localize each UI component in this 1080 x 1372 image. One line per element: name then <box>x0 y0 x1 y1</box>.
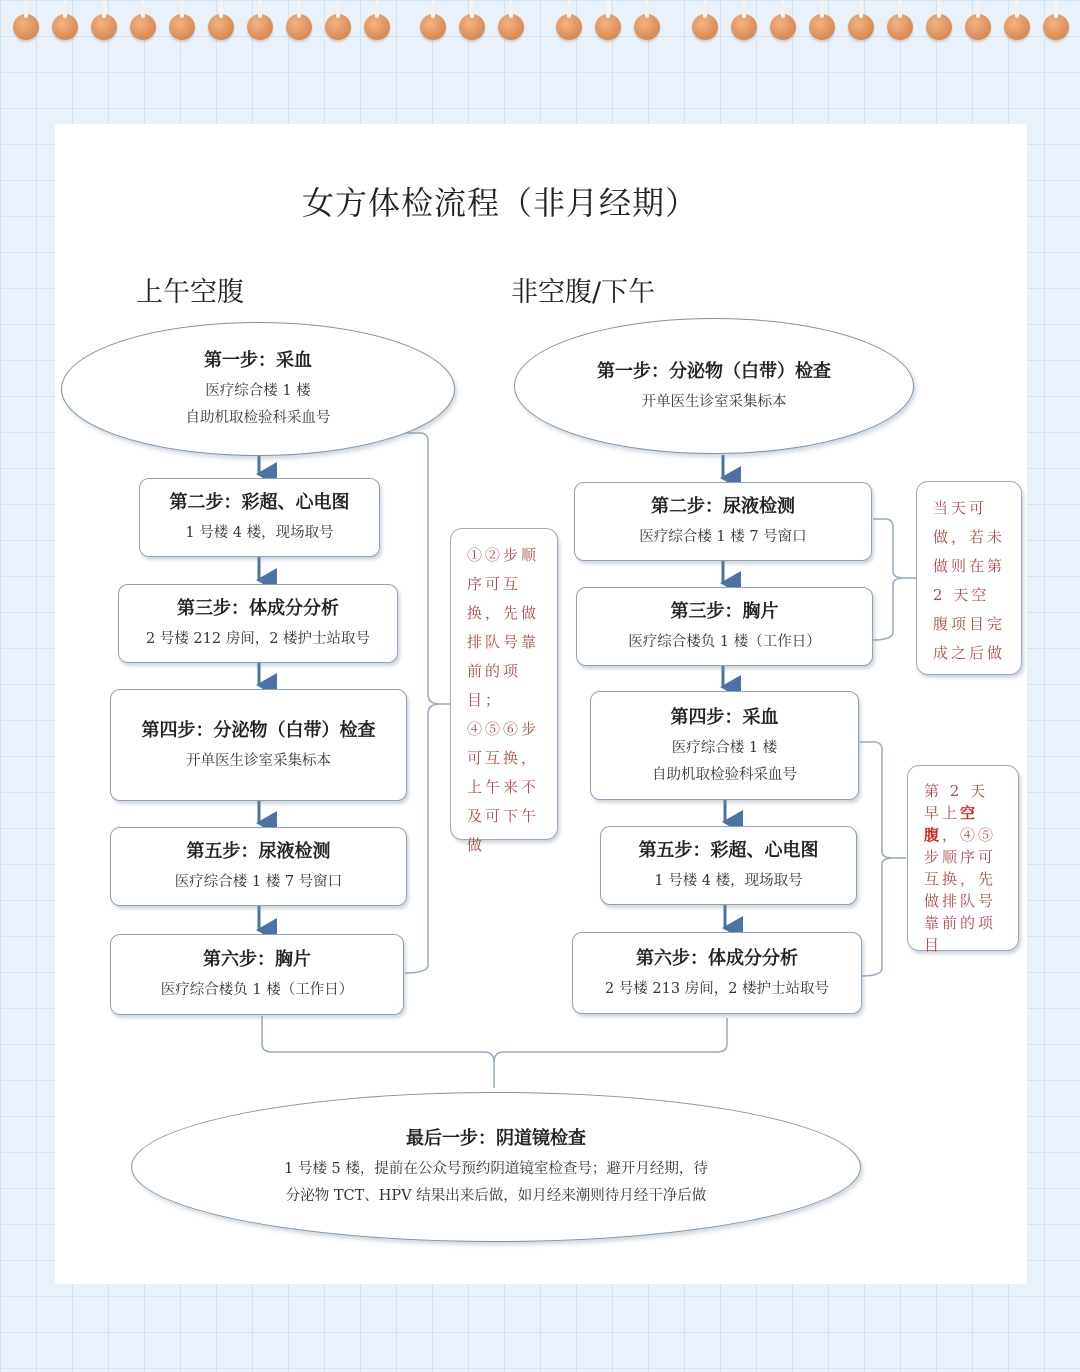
step-title: 第二步：彩超、心电图 <box>169 492 350 513</box>
right-step-5-node <box>600 826 857 905</box>
step-detail: 医疗综合楼负 1 楼（工作日） <box>160 982 354 998</box>
step-detail: 自助机取检验科采血号 <box>185 410 331 426</box>
left-step-2-node <box>139 478 380 557</box>
step-title: 第一步：采血 <box>204 350 312 371</box>
left-step-1-node <box>61 322 455 456</box>
right-column-heading: 非空腹/下午 <box>511 277 656 308</box>
step-title: 第四步：分泌物（白带）检查 <box>141 719 376 741</box>
step-detail: 2 号楼 212 房间，2 楼护士站取号 <box>145 631 371 647</box>
final-step-node <box>131 1092 861 1242</box>
step-detail: 医疗综合楼 1 楼 7 号窗口 <box>639 529 807 545</box>
step-detail: 医疗综合楼 1 楼 <box>205 383 311 399</box>
step-title: 最后一步：阴道镜检查 <box>406 1128 586 1149</box>
step-detail: 开单医生诊室采集标本 <box>641 393 787 410</box>
step-detail: 医疗综合楼负 1 楼（工作日） <box>628 634 821 650</box>
step-title: 第二步：尿液检测 <box>651 496 795 517</box>
right-step-4-node <box>590 691 859 800</box>
left-step-5-node <box>110 827 407 906</box>
left-step-4-node <box>110 689 407 801</box>
step-detail: 1 号楼 5 楼，提前在公众号预约阴道镜室检查号；避开月经期，待 <box>284 1161 708 1177</box>
step-title: 第六步：胸片 <box>203 949 311 970</box>
step-detail: 1 号楼 4 楼，现场取号 <box>654 873 803 889</box>
right-step-2-node <box>574 482 872 561</box>
step-detail: 医疗综合楼 1 楼 <box>671 739 778 756</box>
left-column-heading: 上午空腹 <box>136 277 244 308</box>
left-step-3-node <box>118 584 398 663</box>
step-detail: 自助机取检验科采血号 <box>652 766 797 783</box>
step-detail: 1 号楼 4 楼，现场取号 <box>185 525 334 541</box>
note-text: 第 2 天早上 <box>924 782 989 822</box>
right-step-3-node <box>576 587 873 666</box>
step-title: 第六步：体成分分析 <box>636 947 798 969</box>
note-text: ，④⑤步顺序可互换，先做排队号靠前的项目 <box>924 826 997 954</box>
step-title: 第四步：采血 <box>670 706 779 728</box>
right-step-1-node <box>514 318 914 454</box>
note-emphasis: 空腹 <box>924 804 979 844</box>
right-same-day-note: 当天可做，若未做则在第 2 天空腹项目完成之后做 <box>916 481 1022 675</box>
step-detail: 分泌物 TCT、HPV 结果出来后做，如月经来潮则待月经干净后做 <box>285 1188 707 1204</box>
step-title: 第三步：体成分分析 <box>177 598 339 619</box>
left-order-note: ①②步顺序可互换，先做排队号靠前的项目；④⑤⑥步可互换，上午来不及可下午做 <box>450 528 558 840</box>
step-title: 第五步：尿液检测 <box>186 841 331 862</box>
page-title: 女方体检流程（非月经期） <box>301 184 698 222</box>
step-detail: 开单医生诊室采集标本 <box>186 752 331 769</box>
right-next-day-note <box>907 765 1019 954</box>
left-step-6-node <box>110 934 404 1015</box>
step-title: 第五步：彩超、心电图 <box>638 840 819 861</box>
step-detail: 2 号楼 213 房间，2 楼护士站取号 <box>604 980 830 997</box>
step-title: 第一步：分泌物（白带）检查 <box>597 360 831 382</box>
step-title: 第三步：胸片 <box>670 601 779 622</box>
right-step-6-node <box>572 932 862 1014</box>
step-detail: 医疗综合楼 1 楼 7 号窗口 <box>174 874 343 890</box>
